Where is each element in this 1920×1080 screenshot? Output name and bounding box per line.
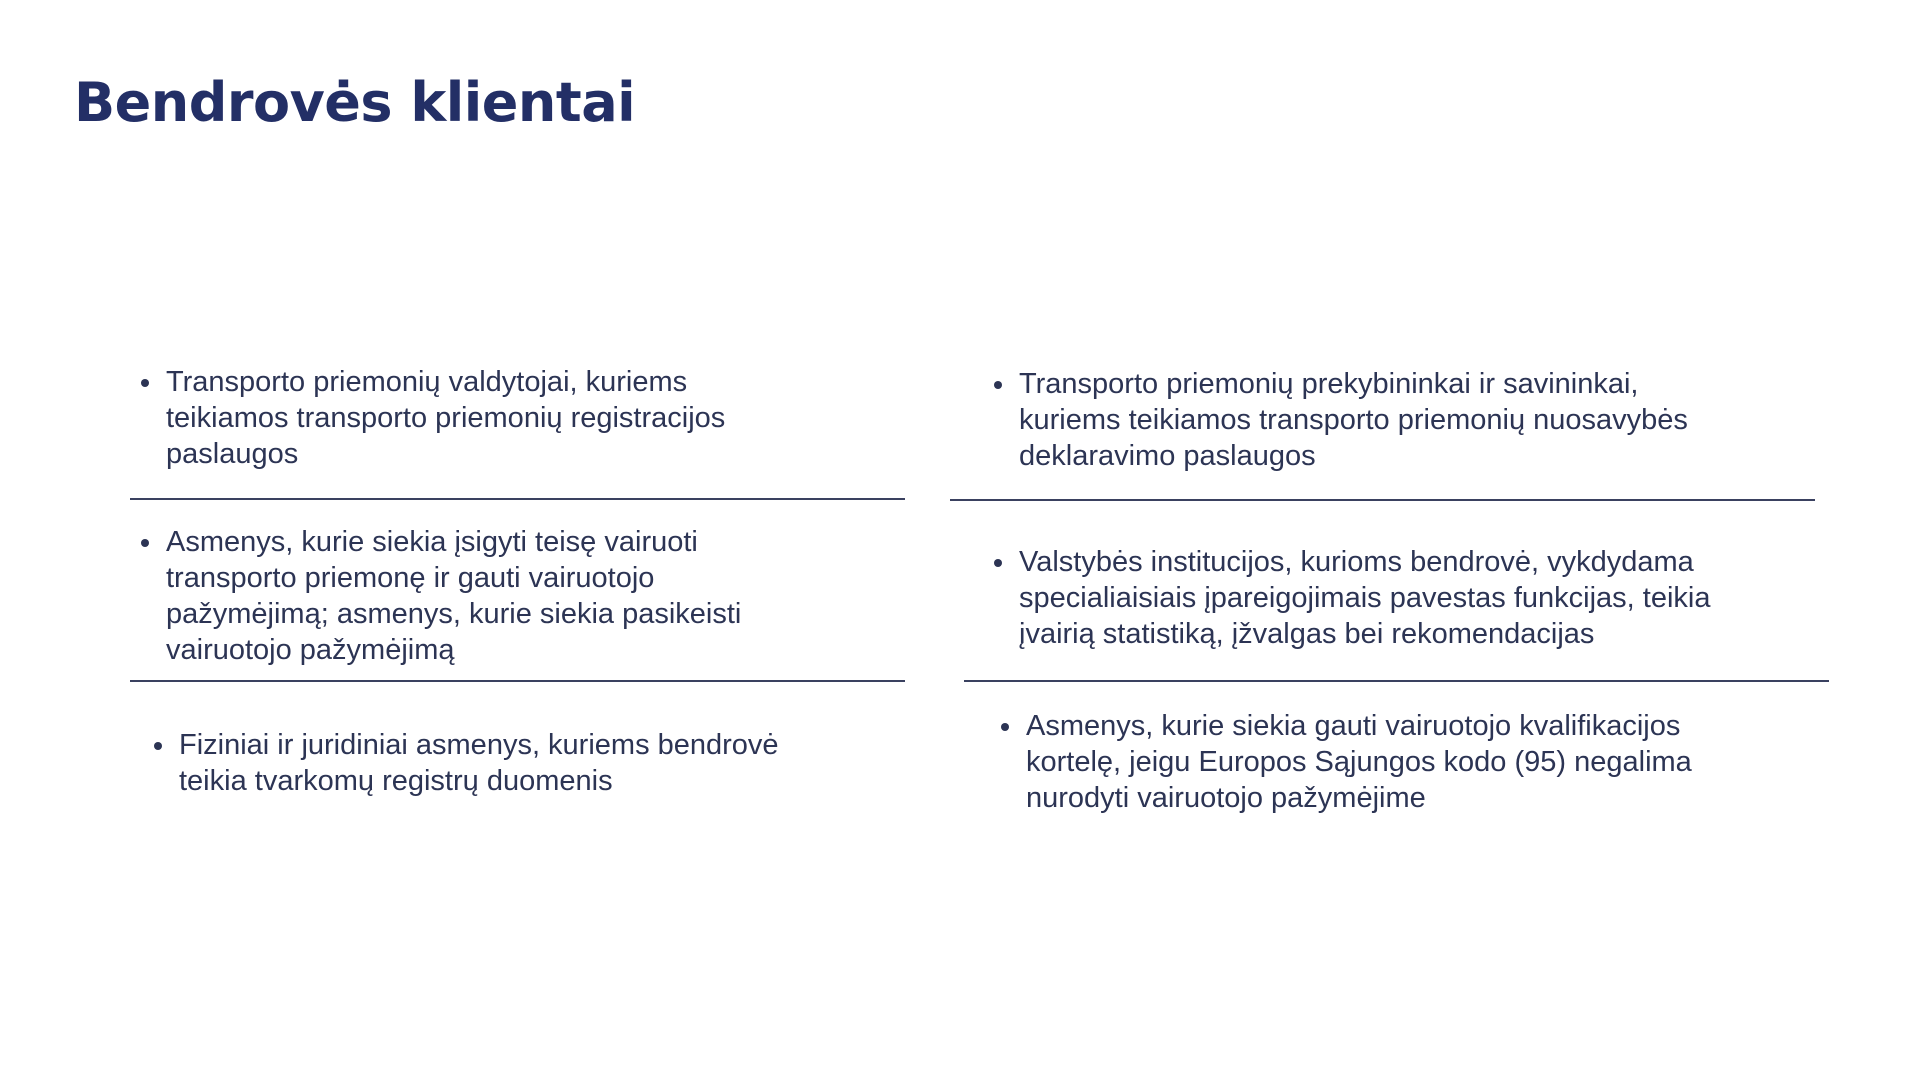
list-item-text: Transporto priemonių valdytojai, kuriems teikiamos transporto priemonių registracijos paslaugos [166, 366, 726, 470]
page-title: Bendrovės klientai [74, 71, 636, 134]
bullet-dot-icon [141, 379, 149, 387]
list-item-right-3 [1001, 708, 1692, 816]
bullet-dot-icon [994, 559, 1002, 567]
list-item-text: Asmenys, kurie siekia gauti vairuotojo kvalifikacijos kortelę, jeigu Europos Sąjungos kodo (95) negalima nurodyti vairuotojo pažymėjime [1026, 710, 1692, 814]
list-item-text: Asmenys, kurie siekia įsigyti teisę vairuoti transporto priemonę ir gauti vairuotojo pažymėjimą; asmenys, kurie siekia pasikeisti vairuotojo pažymėjimą [166, 526, 742, 666]
divider [130, 498, 905, 500]
list-item-left-3 [154, 727, 779, 799]
list-item-left-2 [141, 524, 741, 668]
divider [130, 680, 905, 682]
list-item-right-1 [994, 366, 1688, 474]
bullet-dot-icon [141, 539, 149, 547]
bullet-dot-icon [994, 381, 1002, 389]
divider [950, 499, 1815, 501]
list-item-text: Valstybės institucijos, kurioms bendrovė, vykdydama specialiaisiais įpareigojimais pavestas funkcijas, teikia įvairią statistiką, įžvalgas bei rekomendacijas [1019, 546, 1711, 650]
divider [964, 680, 1829, 682]
bullet-dot-icon [154, 742, 162, 750]
list-item-left-1 [141, 364, 725, 472]
list-item-text: Transporto priemonių prekybininkai ir savininkai, kuriems teikiamos transporto priemonių nuosavybės deklaravimo paslaugos [1019, 368, 1688, 472]
bullet-dot-icon [1001, 723, 1009, 731]
list-item-text: Fiziniai ir juridiniai asmenys, kuriems bendrovė teikia tvarkomų registrų duomenis [179, 729, 779, 797]
list-item-right-2 [994, 544, 1710, 652]
